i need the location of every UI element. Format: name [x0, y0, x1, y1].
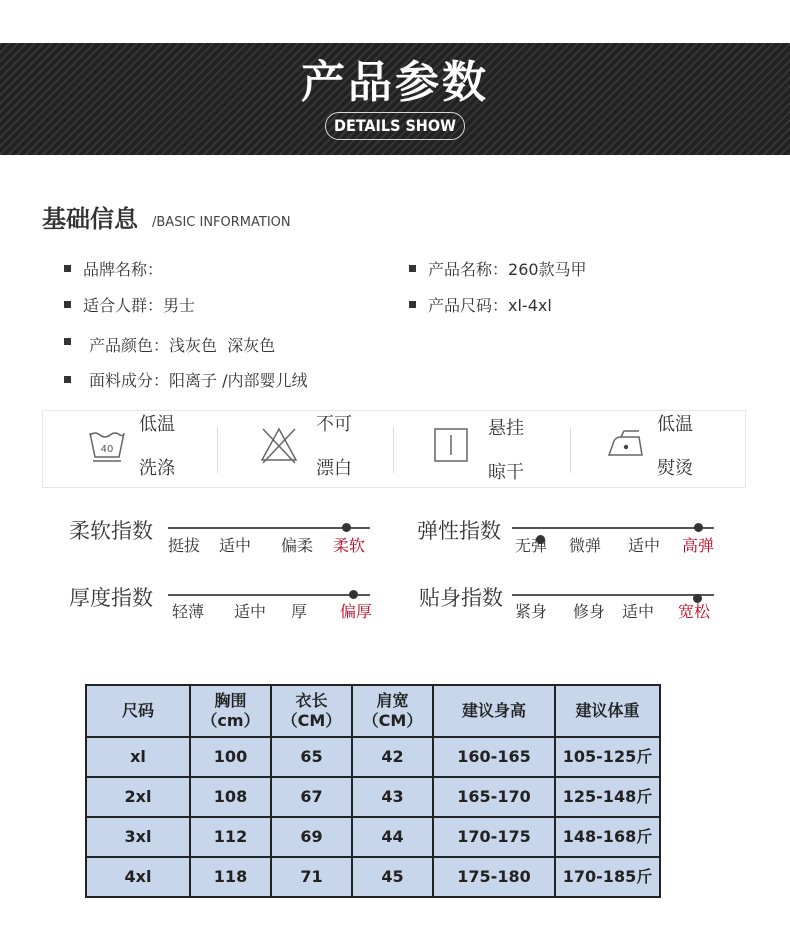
table-cell: 43 [352, 777, 433, 817]
table-header-cell: 建议体重 [555, 685, 660, 737]
iron-low-icon [606, 427, 646, 461]
details-show-badge: DETAILS SHOW [325, 112, 465, 140]
bullet-icon [409, 301, 416, 308]
care-text: 低温 [657, 414, 693, 435]
index-label: 微弹 [569, 536, 602, 555]
header-banner [0, 43, 790, 155]
index-line [512, 527, 714, 529]
table-cell: 69 [271, 817, 352, 857]
info-audience [64, 295, 195, 317]
info-label: 产品名称： [428, 260, 509, 279]
table-cell: 71 [271, 857, 352, 897]
care-divider [217, 427, 218, 473]
info-label: 适合人群： [83, 296, 164, 315]
table-cell: 125-148斤 [555, 777, 660, 817]
table-header-row [86, 685, 660, 737]
hang-dry-icon [433, 427, 469, 463]
table-cell: 170-175 [433, 817, 555, 857]
basic-info-title: 基础信息 [42, 205, 138, 233]
index-line [168, 527, 370, 529]
index-label: 修身 [573, 602, 606, 621]
table-cell: 170-185斤 [555, 857, 660, 897]
info-value: xl-4xl [508, 296, 552, 315]
info-product-name [409, 259, 587, 281]
table-cell: 2xl [86, 777, 190, 817]
index-label: 适中 [234, 602, 267, 621]
info-value: 男士 [163, 296, 196, 315]
index-label-selected: 高弹 [682, 536, 715, 555]
care-text: 漂白 [316, 458, 352, 479]
bullet-icon [64, 338, 71, 345]
info-fabric [64, 370, 308, 392]
table-cell: 108 [190, 777, 271, 817]
index-label: 适中 [219, 536, 252, 555]
info-value: 浅灰色 深灰色 [169, 336, 276, 355]
table-cell: 4xl [86, 857, 190, 897]
index-label: 挺拔 [168, 536, 201, 555]
care-text: 洗涤 [139, 458, 175, 479]
table-cell: 105-125斤 [555, 737, 660, 777]
index-label: 偏柔 [281, 536, 314, 555]
index-label: 无弹 [515, 536, 548, 555]
table-cell: 65 [271, 737, 352, 777]
care-text: 熨烫 [657, 458, 693, 479]
index-line [168, 594, 370, 596]
table-row [86, 857, 660, 897]
table-cell: 100 [190, 737, 271, 777]
table-cell: xl [86, 737, 190, 777]
fit-index-title: 贴身指数 [419, 586, 503, 610]
index-label: 厚 [291, 602, 308, 621]
wash-temp-badge: 40 [100, 444, 114, 455]
care-divider [570, 427, 571, 473]
table-row [86, 777, 660, 817]
page-title: 产品参数 [301, 57, 489, 108]
table-cell: 44 [352, 817, 433, 857]
index-label: 适中 [622, 602, 655, 621]
info-label: 产品颜色： [89, 336, 170, 355]
table-row [86, 737, 660, 777]
care-instructions [42, 410, 746, 488]
bullet-icon [64, 265, 71, 272]
elasticity-index-title: 弹性指数 [417, 519, 501, 543]
index-label-selected: 偏厚 [340, 602, 373, 621]
table-row [86, 817, 660, 857]
care-text: 低温 [139, 414, 175, 435]
table-cell: 175-180 [433, 857, 555, 897]
bullet-icon [64, 376, 71, 383]
info-label: 品牌名称： [83, 260, 164, 279]
thickness-index-title: 厚度指数 [69, 586, 153, 610]
table-header-cell: 尺码 [86, 685, 190, 737]
info-label: 面料成分： [89, 371, 170, 390]
table-cell: 165-170 [433, 777, 555, 817]
index-label-selected: 柔软 [333, 536, 366, 555]
care-divider [393, 427, 394, 473]
table-header-cell: 胸围（cm） [190, 685, 271, 737]
table-cell: 67 [271, 777, 352, 817]
table-header-cell: 建议身高 [433, 685, 555, 737]
table-cell: 112 [190, 817, 271, 857]
bullet-icon [409, 265, 416, 272]
info-label: 产品尺码： [428, 296, 509, 315]
table-header-cell: 肩宽（CM） [352, 685, 433, 737]
index-label: 轻薄 [172, 602, 205, 621]
info-value: 260款马甲 [508, 260, 587, 279]
index-label: 适中 [628, 536, 661, 555]
softness-index-title: 柔软指数 [69, 519, 153, 543]
info-value: 阳离子 /内部婴儿绒 [169, 371, 308, 390]
care-text: 悬挂 [488, 418, 524, 439]
table-cell: 42 [352, 737, 433, 777]
care-text: 晾干 [488, 462, 524, 483]
table-cell: 160-165 [433, 737, 555, 777]
table-header-cell: 衣长（CM） [271, 685, 352, 737]
info-size [409, 295, 552, 317]
table-cell: 148-168斤 [555, 817, 660, 857]
index-marker [349, 590, 358, 599]
index-label: 紧身 [515, 602, 548, 621]
index-marker [694, 523, 703, 532]
bullet-icon [64, 301, 71, 308]
table-cell: 3xl [86, 817, 190, 857]
index-marker [342, 523, 351, 532]
info-brand [64, 259, 163, 281]
basic-info-subtitle: /BASIC INFORMATION [152, 215, 291, 230]
size-table [85, 684, 661, 898]
index-label-selected: 宽松 [678, 602, 711, 621]
care-text: 不可 [316, 414, 352, 435]
index-line [512, 594, 714, 596]
wash-40-icon [87, 427, 127, 463]
table-cell: 118 [190, 857, 271, 897]
info-color [64, 335, 275, 357]
no-bleach-icon [259, 425, 299, 465]
table-cell: 45 [352, 857, 433, 897]
